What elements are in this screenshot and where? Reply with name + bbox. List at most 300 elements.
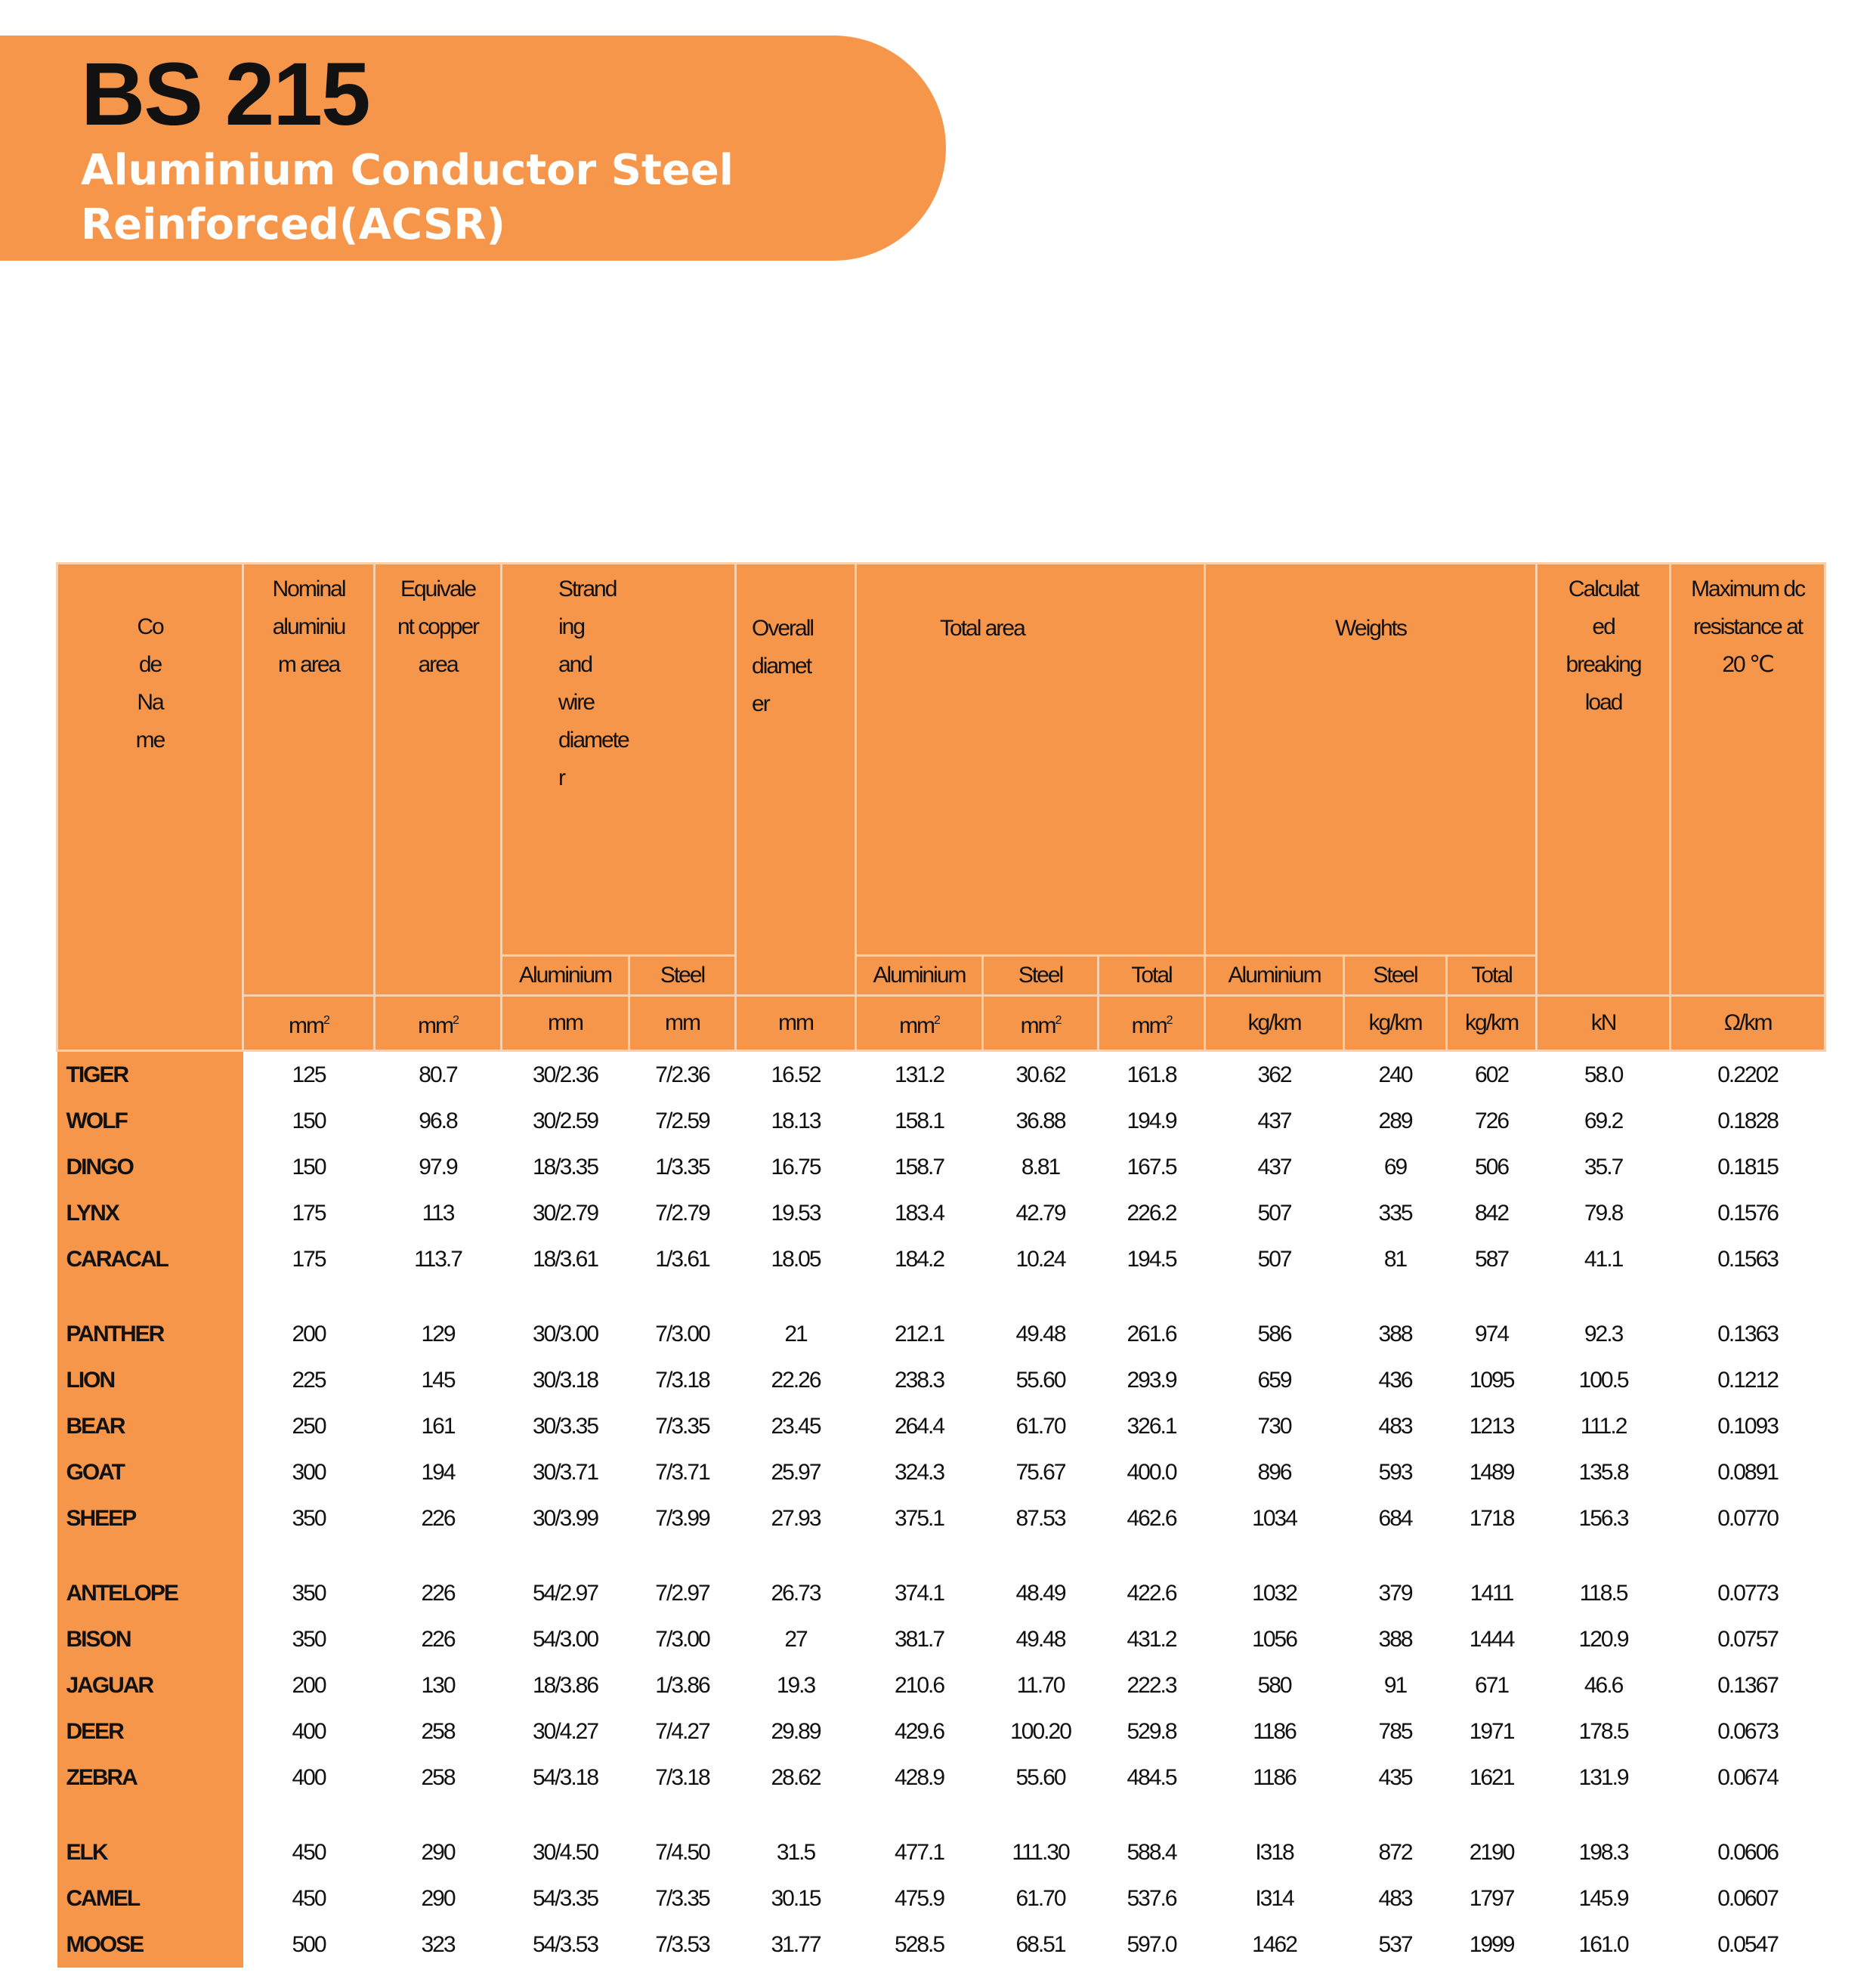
spacer-cell <box>243 1801 375 1829</box>
code-name-cell: MOOSE <box>57 1922 243 1968</box>
table-cell: 529.8 <box>1127 1718 1176 1744</box>
table-row <box>57 1875 1825 1922</box>
spacer-cell <box>1537 1801 1671 1829</box>
header-breaking-load: Calculat ed breaking load <box>1537 564 1671 996</box>
acsr-spec-table <box>56 562 1826 1968</box>
table-row <box>57 1051 1825 1099</box>
spacer-cell <box>736 1801 856 1829</box>
table-cell: 323 <box>421 1931 455 1957</box>
spacer-cell <box>1205 1801 1344 1829</box>
table-cell: 381.7 <box>894 1626 944 1652</box>
page-subtitle <box>81 144 734 252</box>
table-cell: 30/4.27 <box>532 1718 598 1744</box>
table-cell: 18.05 <box>771 1246 821 1272</box>
table-cell: 0.1363 <box>1717 1321 1778 1346</box>
header-code-name: Co de Na me <box>57 564 243 1051</box>
table-cell: 0.1367 <box>1717 1672 1778 1698</box>
table-row <box>57 1570 1825 1616</box>
table-cell: 1032 <box>1252 1580 1297 1606</box>
table-cell: 1095 <box>1469 1367 1514 1393</box>
table-cell: 25.97 <box>771 1459 821 1485</box>
table-cell: I318 <box>1255 1839 1293 1865</box>
acsr-spec-table-wrapper <box>56 562 1826 1968</box>
table-cell: 730 <box>1257 1413 1291 1439</box>
table-cell: 7/3.00 <box>655 1626 709 1652</box>
table-cell: 7/3.99 <box>655 1505 709 1531</box>
table-row <box>57 1144 1825 1190</box>
spacer-cell <box>856 1282 983 1311</box>
table-cell: 120.9 <box>1578 1626 1628 1652</box>
unit-total-area-total: $mm^2$ <box>1099 996 1205 1051</box>
header-weight-total: Total <box>1447 956 1537 996</box>
table-cell: 91 <box>1383 1672 1407 1698</box>
unit-overall-diameter: mm <box>736 996 856 1051</box>
table-cell: 61.70 <box>1015 1885 1065 1911</box>
table-cell: 326.1 <box>1127 1413 1176 1439</box>
table-cell: 0.0674 <box>1717 1764 1778 1790</box>
table-cell: 450 <box>292 1885 326 1911</box>
spacer-cell <box>736 1282 856 1311</box>
header-nominal-area: Nominal aluminiu m area <box>243 564 375 996</box>
table-cell: 475.9 <box>894 1885 944 1911</box>
table-cell: 28.62 <box>771 1764 821 1790</box>
table-cell: 200 <box>292 1321 326 1346</box>
table-cell: 0.1093 <box>1717 1413 1778 1439</box>
table-cell: 0.0757 <box>1717 1626 1778 1652</box>
table-cell: 0.0773 <box>1717 1580 1778 1606</box>
table-cell: 250 <box>292 1413 326 1439</box>
table-cell: 1971 <box>1469 1718 1514 1744</box>
table-cell: 19.53 <box>771 1200 821 1226</box>
table-cell: 507 <box>1257 1246 1291 1272</box>
table-cell: 1/3.35 <box>655 1154 709 1180</box>
table-cell: 184.2 <box>894 1246 944 1272</box>
table-cell: 7/2.59 <box>655 1108 709 1133</box>
spacer-cell <box>1447 1282 1537 1311</box>
table-cell: 684 <box>1378 1505 1412 1531</box>
table-cell: 593 <box>1378 1459 1412 1485</box>
table-row <box>57 1449 1825 1495</box>
table-cell: 7/3.00 <box>655 1321 709 1346</box>
spacer-cell <box>375 1541 502 1570</box>
table-cell: 500 <box>292 1931 326 1957</box>
table-cell: 150 <box>292 1154 326 1180</box>
table-cell: 0.1212 <box>1717 1367 1778 1393</box>
table-cell: 18/3.61 <box>532 1246 598 1272</box>
table-cell: 588.4 <box>1127 1839 1176 1865</box>
table-cell: 118.5 <box>1579 1580 1627 1606</box>
table-cell: 113 <box>422 1200 454 1226</box>
table-cell: 437 <box>1257 1154 1291 1180</box>
table-cell: 1186 <box>1253 1718 1296 1744</box>
table-cell: 7/3.35 <box>655 1413 709 1439</box>
header-total-area-total: Total <box>1099 956 1205 996</box>
table-cell: 225 <box>292 1367 326 1393</box>
table-cell: 23.45 <box>771 1413 821 1439</box>
table-cell: 1056 <box>1252 1626 1297 1652</box>
table-cell: 49.48 <box>1015 1626 1065 1652</box>
table-cell: 22.26 <box>771 1367 821 1393</box>
spacer-cell <box>629 1541 736 1570</box>
table-cell: 974 <box>1475 1321 1509 1346</box>
table-cell: 97.9 <box>419 1154 457 1180</box>
table-cell: 58.0 <box>1584 1062 1623 1087</box>
table-cell: 435 <box>1378 1764 1412 1790</box>
table-row <box>57 1829 1825 1875</box>
spacer-cell <box>243 1541 375 1570</box>
table-cell: 135.8 <box>1578 1459 1628 1485</box>
table-cell: 483 <box>1378 1413 1412 1439</box>
table-cell: 55.60 <box>1015 1764 1065 1790</box>
spacer-cell <box>1099 1282 1205 1311</box>
header-total-area-steel: Steel <box>983 956 1099 996</box>
header-total-area-aluminium: Aluminium <box>856 956 983 996</box>
table-cell: 437 <box>1257 1108 1291 1133</box>
code-name-cell: WOLF <box>57 1098 243 1144</box>
spacer-cell <box>983 1282 1099 1311</box>
table-row <box>57 1403 1825 1449</box>
table-cell: 289 <box>1378 1108 1412 1133</box>
table-cell: 350 <box>292 1580 326 1606</box>
table-cell: 61.70 <box>1015 1413 1065 1439</box>
spacer-cell <box>243 1282 375 1311</box>
table-cell: 145 <box>421 1367 455 1393</box>
table-cell: 212.1 <box>894 1321 944 1346</box>
table-cell: 238.3 <box>894 1367 944 1393</box>
code-name-cell: DEER <box>57 1708 243 1755</box>
spacer-cell <box>502 1801 629 1829</box>
header-max-dc-resistance: Maximum dc resistance at 20 ℃ <box>1671 564 1825 996</box>
table-cell: 240 <box>1378 1062 1412 1087</box>
table-cell: 226 <box>421 1505 455 1531</box>
table-cell: 226.2 <box>1127 1200 1176 1226</box>
table-cell: 55.60 <box>1015 1367 1065 1393</box>
table-cell: 0.1576 <box>1717 1200 1778 1226</box>
table-cell: 111.2 <box>1580 1413 1627 1439</box>
table-row <box>57 1922 1825 1968</box>
table-cell: 10.24 <box>1015 1246 1065 1272</box>
table-row <box>57 1495 1825 1541</box>
header-total-area: Total area <box>856 564 1205 956</box>
code-name-cell: BISON <box>57 1616 243 1662</box>
table-cell: 54/3.53 <box>532 1931 598 1957</box>
table-cell: 400 <box>292 1764 326 1790</box>
table-row <box>57 1662 1825 1708</box>
table-cell: 400.0 <box>1127 1459 1176 1485</box>
table-cell: 92.3 <box>1584 1321 1623 1346</box>
table-cell: 335 <box>1378 1200 1412 1226</box>
unit-total-area-steel: $mm^2$ <box>983 996 1099 1051</box>
table-cell: 7/2.36 <box>655 1062 709 1087</box>
table-cell: 46.6 <box>1584 1672 1623 1698</box>
table-cell: 81 <box>1383 1246 1407 1272</box>
table-cell: 0.1828 <box>1717 1108 1778 1133</box>
spacer-cell <box>375 1282 502 1311</box>
table-cell: 125 <box>292 1062 326 1087</box>
unit-breaking-load: kN <box>1537 996 1671 1051</box>
table-cell: 194.5 <box>1127 1246 1176 1272</box>
table-cell: 69 <box>1383 1154 1407 1180</box>
table-cell: 484.5 <box>1127 1764 1176 1790</box>
table-cell: 156.3 <box>1578 1505 1628 1531</box>
code-name-cell: JAGUAR <box>57 1662 243 1708</box>
table-cell: 18.13 <box>771 1108 821 1133</box>
table-cell: 374.1 <box>894 1580 944 1606</box>
spacer-cell <box>629 1282 736 1311</box>
table-cell: 54/2.97 <box>532 1580 598 1606</box>
spacer-cell <box>1205 1541 1344 1570</box>
table-cell: 194 <box>421 1459 455 1485</box>
table-cell: 7/4.27 <box>655 1718 709 1744</box>
table-cell: 587 <box>1475 1246 1509 1272</box>
table-cell: 7/3.71 <box>655 1459 709 1485</box>
table-cell: 580 <box>1257 1672 1291 1698</box>
table-cell: 226 <box>421 1626 455 1652</box>
table-cell: 30.15 <box>771 1885 821 1911</box>
table-cell: 210.6 <box>894 1672 944 1698</box>
table-cell: 41.1 <box>1584 1246 1623 1272</box>
table-cell: 30/2.59 <box>532 1108 598 1133</box>
table-cell: 175 <box>292 1200 326 1226</box>
table-cell: 1718 <box>1469 1505 1514 1531</box>
table-cell: 290 <box>421 1839 455 1865</box>
table-cell: 0.0607 <box>1717 1885 1778 1911</box>
table-cell: 1/3.61 <box>655 1246 709 1272</box>
table-cell: 785 <box>1378 1718 1412 1744</box>
table-cell: 16.75 <box>771 1154 821 1180</box>
table-cell: 130 <box>421 1672 455 1698</box>
table-cell: 31.5 <box>776 1839 815 1865</box>
subtitle-line-1: Aluminium Conductor Steel <box>81 146 734 195</box>
table-cell: 290 <box>421 1885 455 1911</box>
table-cell: 0.0606 <box>1717 1839 1778 1865</box>
table-cell: 379 <box>1378 1580 1412 1606</box>
table-cell: 1621 <box>1469 1764 1514 1790</box>
code-name-cell: CAMEL <box>57 1875 243 1922</box>
table-cell: 69.2 <box>1584 1108 1623 1133</box>
table-cell: 324.3 <box>894 1459 944 1485</box>
table-cell: 258 <box>421 1718 455 1744</box>
spacer-cell <box>375 1801 502 1829</box>
table-cell: 7/3.18 <box>655 1764 709 1790</box>
table-cell: 258 <box>421 1764 455 1790</box>
spacer-cell <box>1671 1282 1825 1311</box>
spacer-cell <box>1205 1282 1344 1311</box>
subtitle-line-2: Reinforced(ACSR) <box>81 200 505 249</box>
table-cell: 18/3.35 <box>532 1154 598 1180</box>
table-cell: 506 <box>1475 1154 1509 1180</box>
table-cell: 30/3.35 <box>532 1413 598 1439</box>
table-cell: 100.5 <box>1578 1367 1628 1393</box>
code-name-cell: GOAT <box>57 1449 243 1495</box>
spacer-cell <box>1537 1282 1671 1311</box>
table-cell: 1444 <box>1469 1626 1514 1652</box>
table-cell: 178.5 <box>1578 1718 1628 1744</box>
table-cell: 30/2.79 <box>532 1200 598 1226</box>
unit-weight-steel: kg/km <box>1344 996 1447 1051</box>
spacer-cell <box>856 1801 983 1829</box>
table-cell: 79.8 <box>1584 1200 1623 1226</box>
table-cell: 183.4 <box>894 1200 944 1226</box>
table-cell: 261.6 <box>1127 1321 1176 1346</box>
table-cell: 31.77 <box>771 1931 821 1957</box>
group-spacer-row <box>57 1801 1825 1829</box>
table-cell: 388 <box>1378 1626 1412 1652</box>
table-cell: 0.2202 <box>1717 1062 1778 1087</box>
spacer-cell <box>736 1541 856 1570</box>
table-cell: 659 <box>1257 1367 1291 1393</box>
table-cell: 26.73 <box>771 1580 821 1606</box>
code-name-cell: ZEBRA <box>57 1755 243 1801</box>
table-cell: 7/3.18 <box>655 1367 709 1393</box>
table-cell: I314 <box>1255 1885 1293 1911</box>
table-cell: 150 <box>292 1108 326 1133</box>
code-name-cell: DINGO <box>57 1144 243 1190</box>
table-cell: 131.9 <box>1578 1764 1628 1790</box>
table-cell: 726 <box>1475 1108 1509 1133</box>
header-stranding: Strand ing and wire diamete r <box>502 564 736 956</box>
table-cell: 35.7 <box>1584 1154 1623 1180</box>
table-cell: 30/3.71 <box>532 1459 598 1485</box>
spacer-cell <box>629 1801 736 1829</box>
spacer-cell <box>1344 1282 1447 1311</box>
spacer-cell <box>983 1801 1099 1829</box>
table-cell: 200 <box>292 1672 326 1698</box>
table-cell: 0.0547 <box>1717 1931 1778 1957</box>
table-cell: 21 <box>784 1321 807 1346</box>
table-cell: 48.49 <box>1015 1580 1065 1606</box>
table-cell: 362 <box>1257 1062 1291 1087</box>
table-cell: 842 <box>1475 1200 1509 1226</box>
unit-stranding-aluminium: mm <box>502 996 629 1051</box>
table-cell: 30/4.50 <box>532 1839 598 1865</box>
table-row <box>57 1616 1825 1662</box>
table-cell: 30/3.00 <box>532 1321 598 1346</box>
code-name-cell: LION <box>57 1357 243 1403</box>
table-cell: 0.0673 <box>1717 1718 1778 1744</box>
spacer-cell <box>57 1801 243 1829</box>
unit-total-area-aluminium: $mm^2$ <box>856 996 983 1051</box>
table-cell: 8.81 <box>1021 1154 1060 1180</box>
table-cell: 0.1563 <box>1717 1246 1778 1272</box>
header-weights: Weights <box>1205 564 1537 956</box>
header-stranding-aluminium: Aluminium <box>502 956 629 996</box>
header-overall-diameter: Overall diamet er <box>736 564 856 996</box>
table-cell: 19.3 <box>776 1672 815 1698</box>
spacer-cell <box>1447 1541 1537 1570</box>
table-cell: 7/3.53 <box>655 1931 709 1957</box>
table-cell: 27.93 <box>771 1505 821 1531</box>
table-row <box>57 1357 1825 1403</box>
spacer-cell <box>1344 1801 1447 1829</box>
spacer-cell <box>1099 1801 1205 1829</box>
table-cell: 161.8 <box>1127 1062 1176 1087</box>
table-cell: 264.4 <box>894 1413 944 1439</box>
unit-nominal-area: $mm^2$ <box>243 996 375 1051</box>
table-cell: 16.52 <box>771 1062 821 1087</box>
table-cell: 293.9 <box>1127 1367 1176 1393</box>
table-cell: 198.3 <box>1578 1839 1628 1865</box>
code-name-cell: SHEEP <box>57 1495 243 1541</box>
spacer-cell <box>502 1541 629 1570</box>
table-cell: 100.20 <box>1010 1718 1071 1744</box>
table-cell: 1/3.86 <box>655 1672 709 1698</box>
table-cell: 129 <box>421 1321 455 1346</box>
code-name-cell: ELK <box>57 1829 243 1875</box>
table-cell: 96.8 <box>419 1108 457 1133</box>
table-cell: 350 <box>292 1626 326 1652</box>
table-cell: 537.6 <box>1127 1885 1176 1911</box>
page-title: BS 215 <box>81 45 369 144</box>
unit-equivalent-area: $mm^2$ <box>375 996 502 1051</box>
table-cell: 75.67 <box>1015 1459 1065 1485</box>
unit-stranding-steel: mm <box>629 996 736 1051</box>
table-cell: 54/3.18 <box>532 1764 598 1790</box>
table-cell: 158.7 <box>894 1154 944 1180</box>
group-spacer-row <box>57 1541 1825 1570</box>
table-cell: 7/3.35 <box>655 1885 709 1911</box>
table-cell: 161 <box>421 1413 455 1439</box>
spacer-cell <box>1099 1541 1205 1570</box>
spacer-cell <box>1344 1541 1447 1570</box>
table-cell: 54/3.00 <box>532 1626 598 1652</box>
table-cell: 872 <box>1378 1839 1412 1865</box>
table-cell: 7/2.97 <box>655 1580 709 1606</box>
table-row <box>57 1311 1825 1357</box>
unit-weight-total: kg/km <box>1447 996 1537 1051</box>
spacer-cell <box>57 1541 243 1570</box>
table-cell: 300 <box>292 1459 326 1485</box>
table-cell: 1462 <box>1252 1931 1297 1957</box>
table-cell: 80.7 <box>419 1062 457 1087</box>
table-cell: 1186 <box>1253 1764 1296 1790</box>
table-cell: 1213 <box>1469 1413 1514 1439</box>
table-cell: 0.1815 <box>1717 1154 1778 1180</box>
table-cell: 436 <box>1378 1367 1412 1393</box>
table-cell: 161.0 <box>1578 1931 1628 1957</box>
table-cell: 42.79 <box>1015 1200 1065 1226</box>
table-cell: 1489 <box>1469 1459 1514 1485</box>
table-cell: 1411 <box>1470 1580 1513 1606</box>
table-cell: 1034 <box>1252 1505 1297 1531</box>
spacer-cell <box>502 1282 629 1311</box>
spacer-cell <box>1447 1801 1537 1829</box>
code-name-cell: ANTELOPE <box>57 1570 243 1616</box>
table-cell: 18/3.86 <box>532 1672 598 1698</box>
table-cell: 158.1 <box>894 1108 944 1133</box>
table-cell: 483 <box>1378 1885 1412 1911</box>
table-cell: 30/3.18 <box>532 1367 598 1393</box>
table-cell: 226 <box>421 1580 455 1606</box>
table-cell: 131.2 <box>894 1062 944 1087</box>
table-cell: 896 <box>1257 1459 1291 1485</box>
table-row <box>57 1236 1825 1282</box>
table-cell: 597.0 <box>1127 1931 1176 1957</box>
table-cell: 429.6 <box>894 1718 944 1744</box>
header-weight-aluminium: Aluminium <box>1205 956 1344 996</box>
table-cell: 87.53 <box>1015 1505 1065 1531</box>
table-cell: 586 <box>1257 1321 1291 1346</box>
spacer-cell <box>1671 1541 1825 1570</box>
table-cell: 350 <box>292 1505 326 1531</box>
table-cell: 145.9 <box>1578 1885 1628 1911</box>
table-row <box>57 1755 1825 1801</box>
table-cell: 528.5 <box>894 1931 944 1957</box>
header-stranding-steel: Steel <box>629 956 736 996</box>
table-cell: 602 <box>1475 1062 1509 1087</box>
spacer-cell <box>57 1282 243 1311</box>
table-cell: 29.89 <box>771 1718 821 1744</box>
